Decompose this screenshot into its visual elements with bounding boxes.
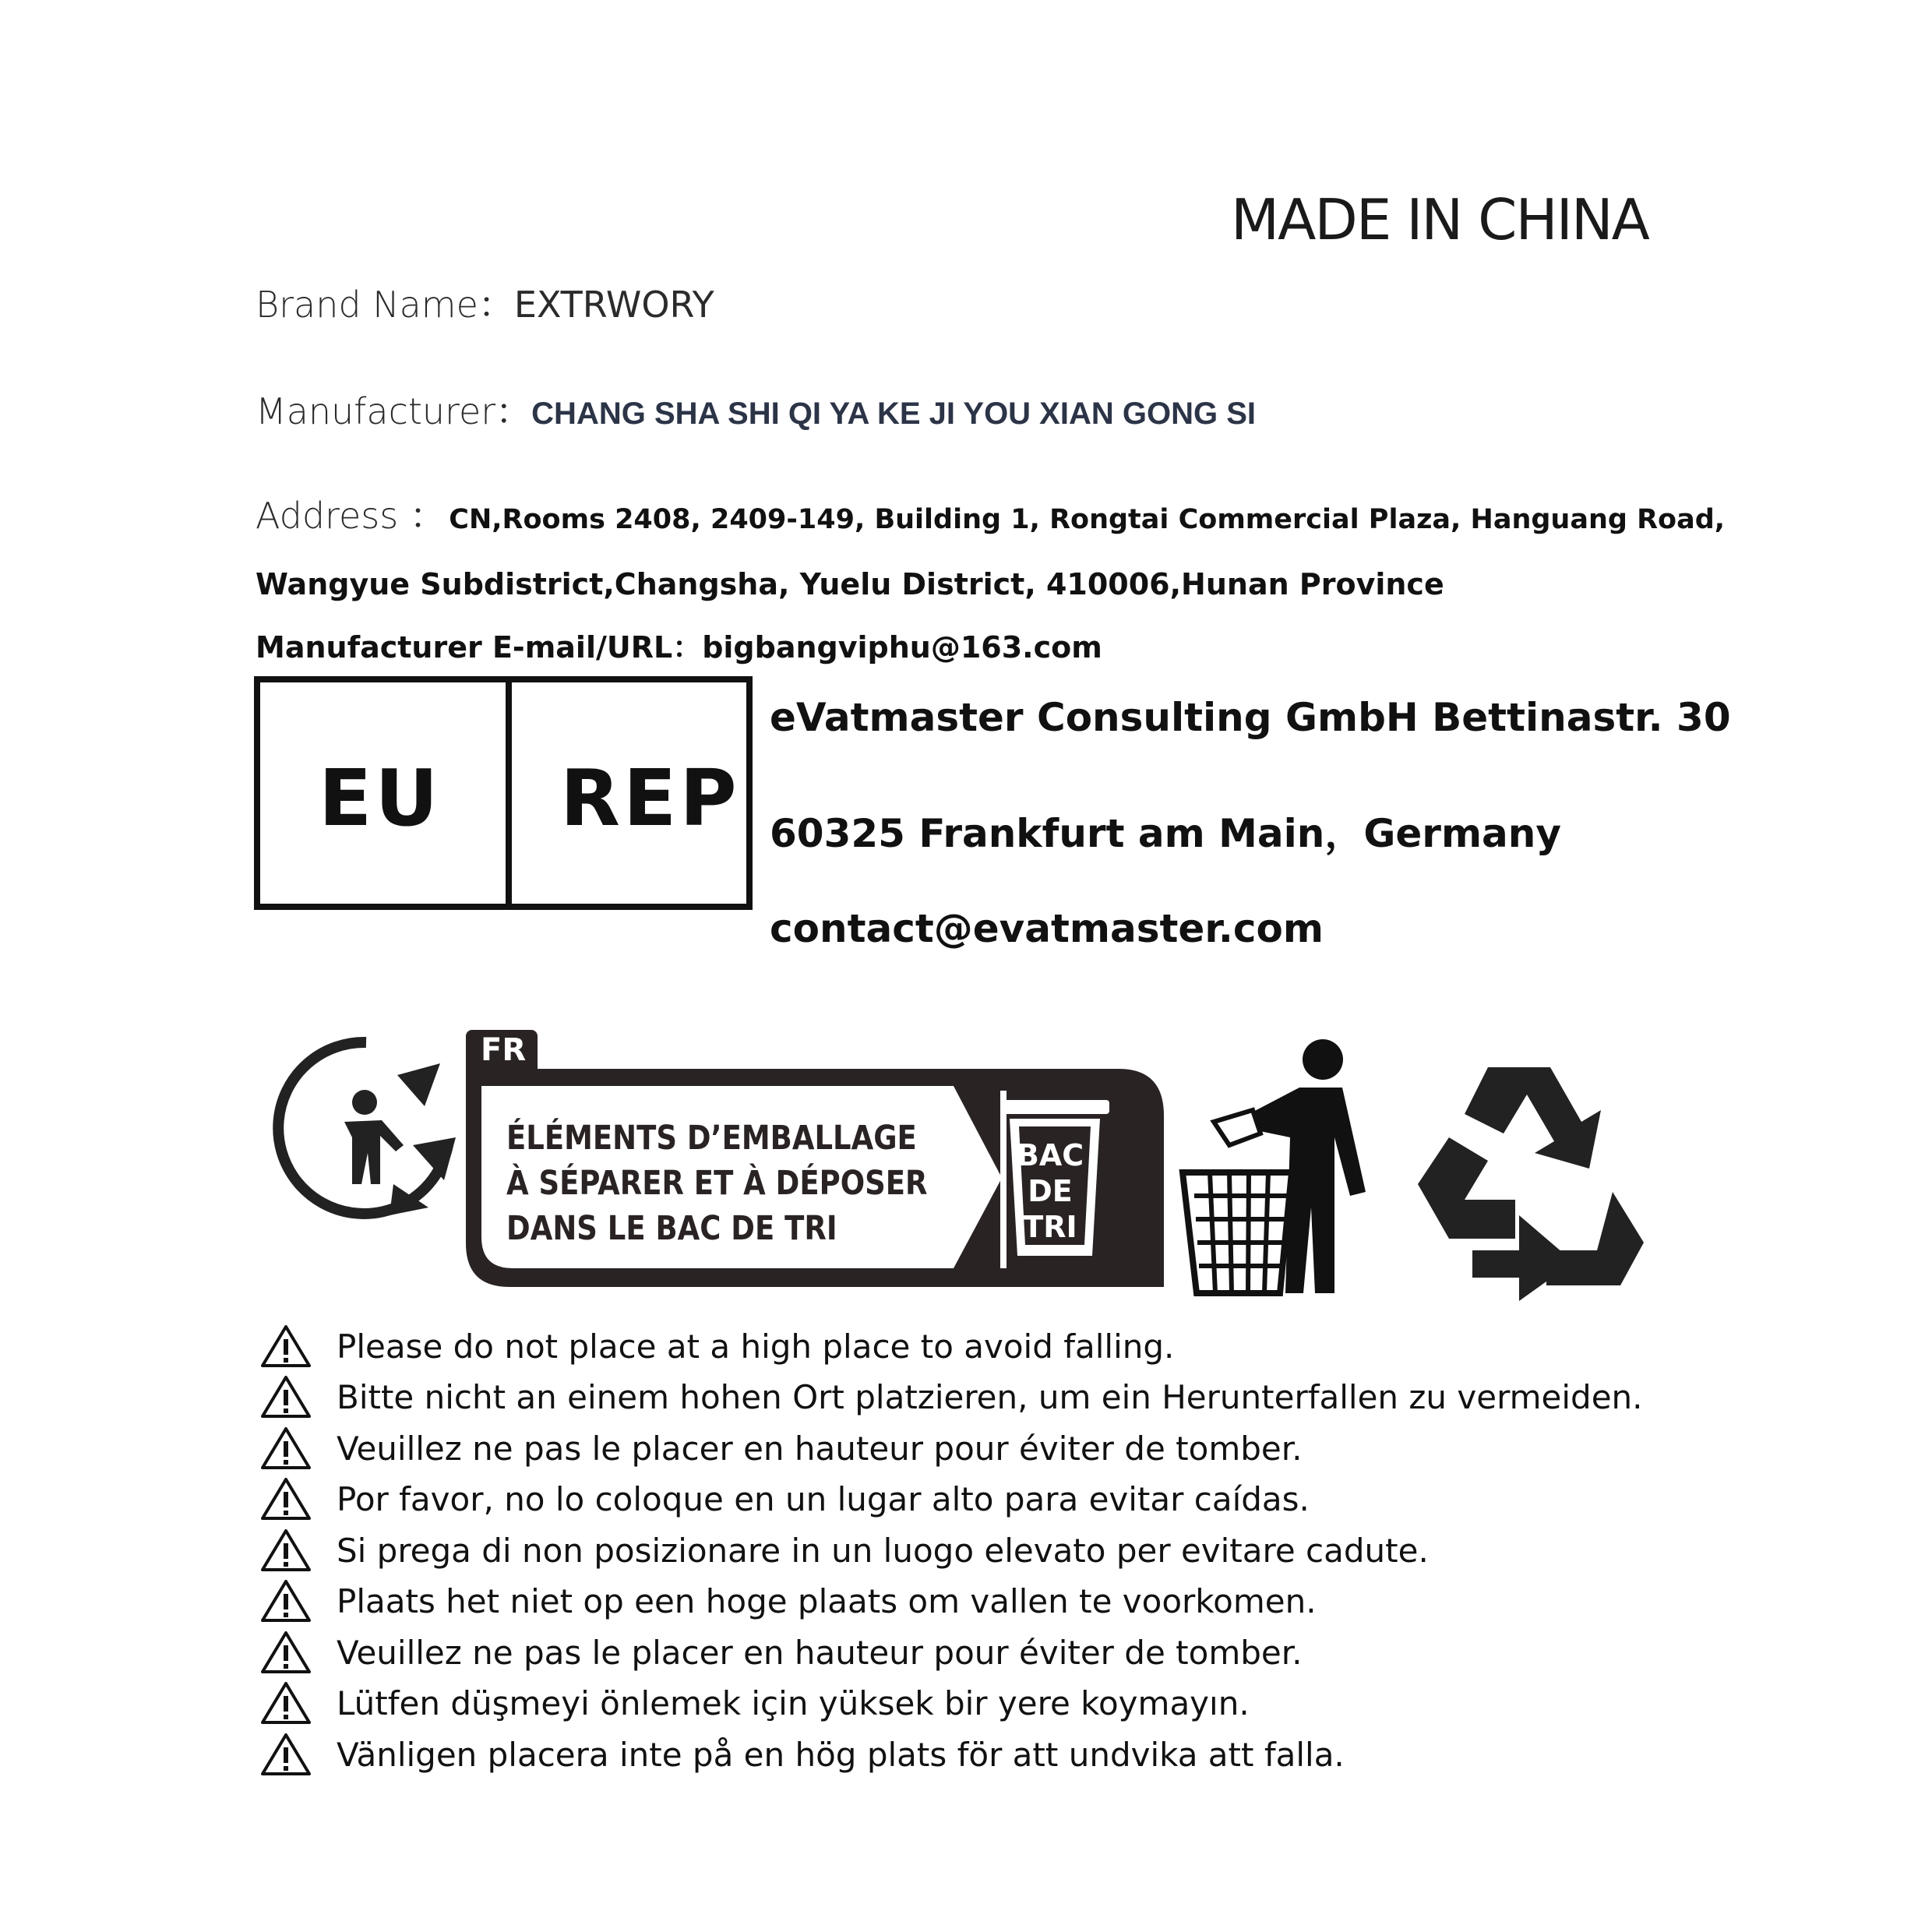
warning-row	[260, 1681, 1250, 1725]
brand-row	[256, 277, 714, 328]
brand-label: Brand Name：	[256, 284, 514, 326]
eu-rep-email: contact@evatmaster.com	[770, 906, 1324, 951]
eu-rep-line2: 60325 Frankfurt am Main，Germany	[770, 811, 1561, 856]
warning-icon	[260, 1477, 312, 1521]
tidyman-icon	[1175, 1036, 1385, 1301]
warning-text: Veuillez ne pas le placer en hauteur pour éviter de tomber.	[337, 1633, 1303, 1672]
triman-text	[506, 1116, 928, 1251]
warning-text: Lütfen düşmeyi önlemek için yüksek bir yere koymayın.	[337, 1683, 1250, 1722]
tri-label: TRI	[1023, 1210, 1077, 1244]
manufacturer-value: CHANG SHA SHI QI YA KE JI YOU XIAN GONG SI	[531, 397, 1256, 431]
warning-text: Bitte nicht an einem hohen Ort platzieren, um ein Herunterfallen zu vermeiden.	[337, 1377, 1643, 1416]
eu-rep-divider	[506, 682, 512, 904]
triman-text-line2: À SÉPARER ET À DÉPOSER	[506, 1164, 928, 1203]
recycle-icon	[1402, 1052, 1652, 1301]
warning-text: Veuillez ne pas le placer en hauteur pour éviter de tomber.	[337, 1429, 1303, 1468]
brand-value: EXTRWORY	[513, 284, 714, 326]
warning-text: Si prega di non posizionare in un luogo elevato per evitare cadute.	[337, 1531, 1429, 1570]
eu-rep-box	[254, 676, 753, 910]
address-line1: CN,Rooms 2408, 2409-149, Building 1, Rongtai Commercial Plaza, Hanguang Road,	[449, 504, 1726, 535]
rep-label: REP	[560, 753, 740, 844]
address-line2: Wangyue Subdistrict,Changsha, Yuelu District, 410006,Hunan Province	[256, 567, 1444, 601]
eu-rep-line1: eVatmaster Consulting GmbH Bettinastr. 30	[770, 695, 1731, 740]
triman-text-line1: ÉLÉMENTS D’EMBALLAGE	[506, 1119, 917, 1158]
warning-icon	[260, 1681, 312, 1725]
triman-icon	[265, 1028, 467, 1231]
warning-text: Por favor, no lo coloque en un lugar alto para evitar caídas.	[337, 1479, 1310, 1518]
warning-row	[260, 1733, 1345, 1776]
warning-row	[260, 1426, 1303, 1470]
manufacturer-row	[256, 383, 1256, 435]
manufacturer-label: Manufacturer：	[256, 390, 532, 432]
warning-row	[260, 1579, 1317, 1623]
warning-icon	[260, 1631, 312, 1674]
made-in-label: MADE IN CHINA	[1231, 187, 1648, 252]
warning-icon	[260, 1375, 312, 1419]
warning-row	[260, 1477, 1310, 1521]
eu-label: EU	[319, 753, 442, 844]
warning-icon	[260, 1528, 312, 1572]
warning-text: Vänligen placera inte på en hög plats för att undvika att falla.	[337, 1735, 1345, 1774]
bac-label: BAC	[1016, 1138, 1084, 1172]
warning-row	[260, 1631, 1303, 1674]
warning-row	[260, 1528, 1429, 1572]
de-label: DE	[1028, 1174, 1073, 1208]
triman-text-line3: DANS LE BAC DE TRI	[506, 1209, 837, 1248]
bac-de-tri-label	[1015, 1137, 1085, 1245]
email-row	[256, 623, 1102, 666]
warning-icon	[260, 1733, 312, 1776]
warning-icon	[260, 1324, 312, 1368]
warning-row	[260, 1324, 1174, 1368]
warning-icon	[260, 1579, 312, 1623]
warning-row	[260, 1375, 1643, 1419]
triman-country: FR	[481, 1032, 527, 1068]
email-label: Manufacturer E-mail/URL：	[256, 630, 703, 665]
email-value: bigbangviphu@163.com	[702, 630, 1102, 665]
warning-icon	[260, 1426, 312, 1470]
address-row	[256, 488, 1725, 539]
warning-text: Plaats het niet op een hoge plaats om vallen te voorkomen.	[337, 1581, 1317, 1620]
address-label: Address ：	[256, 495, 446, 537]
warning-text: Please do not place at a high place to avoid falling.	[337, 1327, 1175, 1366]
